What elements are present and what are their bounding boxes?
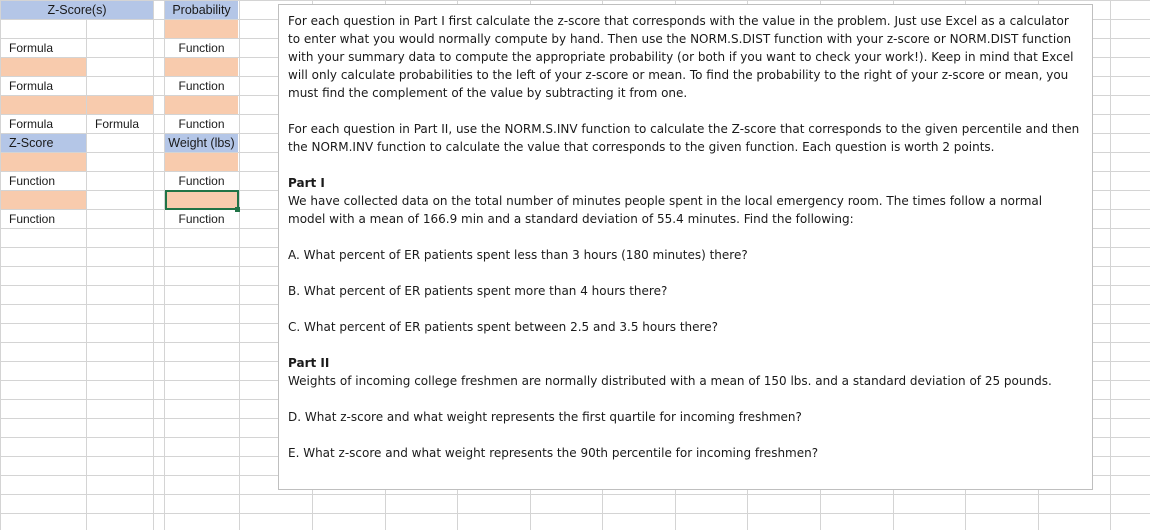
cell-formula-c2[interactable]: Formula: [95, 117, 140, 131]
cell-input-e-z[interactable]: [1, 191, 86, 209]
cell-probability-header[interactable]: Probability: [165, 1, 238, 19]
cell-input-c-z2[interactable]: [87, 96, 153, 114]
question-e: E. What z-score and what weight represents the 90th percentile for incoming freshmen?: [288, 446, 819, 460]
cell-input-a[interactable]: [165, 20, 238, 38]
question-d: D. What z-score and what weight represents the first quartile for incoming freshmen?: [288, 410, 802, 424]
cell-weight-header[interactable]: Weight (lbs): [165, 134, 238, 152]
part2-description: Weights of incoming college freshmen are normally distributed with a mean of 150 lbs. and a standard deviation of 25 pounds.: [288, 374, 1052, 388]
cell-function-e-z[interactable]: Function: [9, 212, 56, 226]
intro-part1-text: For each question in Part I first calculate the z-score that corresponds with the value in the problem. Just use Excel as a calculator to enter what you would normally compute by hand. Then use the NORM.S.DIST function with your z-score or NORM.DIST function with your summary data to compute the appropriate probability (or both if you want to check your work!). Keep in mind that Excel will only calculate probabilities to the left of your z-score or mean. To find the probability to the right of your z-score or mean, you must find the complement of the value by subtracting it from one.: [288, 14, 1074, 100]
part2-heading: Part II: [288, 356, 330, 370]
cell-input-b-z[interactable]: [1, 58, 86, 76]
cell-function-a[interactable]: Function: [178, 41, 225, 55]
cell-input-c-z1[interactable]: [1, 96, 86, 114]
instructions-textbox[interactable]: [278, 4, 1093, 490]
cell-formula-a[interactable]: Formula: [9, 41, 54, 55]
intro-part2-text: For each question in Part II, use the NORM.S.INV function to calculate the Z-score that corresponds to the given percentile and then the NORM.INV function to calculate the value that corresponds to the given function. Each question is worth 2 points.: [288, 122, 1080, 154]
cell-zscore-header[interactable]: Z-Score: [1, 134, 86, 152]
cell-function-b[interactable]: Function: [178, 79, 225, 93]
cell-zscores-header[interactable]: Z-Score(s): [1, 1, 153, 19]
cell-formula-c1[interactable]: Formula: [9, 117, 54, 131]
cell-function-d-weight[interactable]: Function: [178, 174, 225, 188]
cell-function-c[interactable]: Function: [178, 117, 225, 131]
cell-function-e-weight[interactable]: Function: [178, 212, 225, 226]
part1-description: We have collected data on the total number of minutes people spent in the local emergency room. The times follow a normal model with a mean of 166.9 min and a standard deviation of 55.4 minutes. Find the following:: [288, 194, 1043, 226]
cell-input-d-z[interactable]: [1, 153, 86, 171]
cell-input-b-prob[interactable]: [165, 58, 238, 76]
cell-formula-b[interactable]: Formula: [9, 79, 54, 93]
question-a: A. What percent of ER patients spent less than 3 hours (180 minutes) there?: [288, 248, 748, 262]
question-c: C. What percent of ER patients spent between 2.5 and 3.5 hours there?: [288, 320, 718, 334]
cell-function-d-z[interactable]: Function: [9, 174, 56, 188]
question-b: B. What percent of ER patients spent more than 4 hours there?: [288, 284, 668, 298]
cell-input-e-weight-selected[interactable]: [165, 190, 239, 210]
cell-input-d-weight[interactable]: [165, 153, 238, 171]
cell-input-c-prob[interactable]: [165, 96, 238, 114]
part1-heading: Part I: [288, 176, 325, 190]
